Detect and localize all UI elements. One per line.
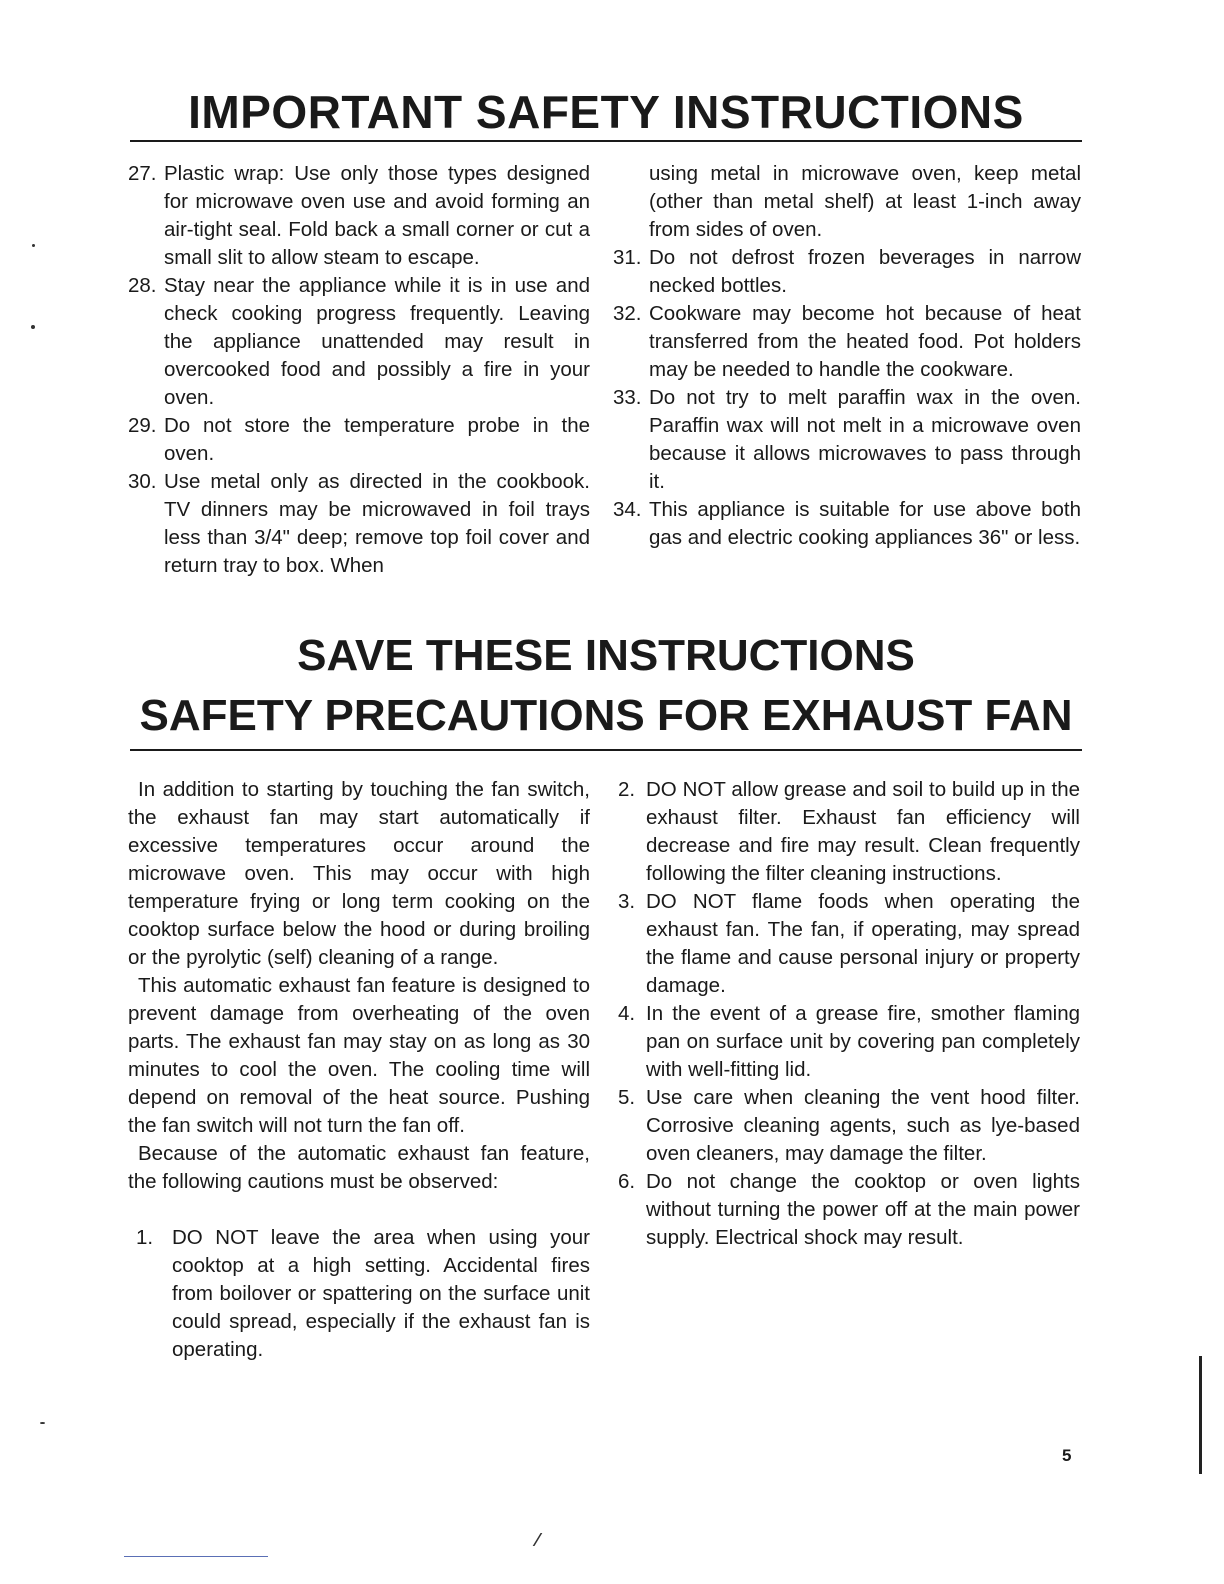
- item-text: Plastic wrap: Use only those types designed for microwave oven use and avoid forming an air-tight seal. Fold back a small corner or cut a small slit to allow steam to escape.: [164, 162, 590, 269]
- fan-paragraph: In addition to starting by touching the fan switch, the exhaust fan may start automatically if excessive temperatures occur around the microwave oven. This may occur with high temperature frying or long term cooking on the cooktop surface below the hood or during broiling or the pyrolytic (self) cleaning of a range.: [128, 778, 590, 969]
- exhaust-fan-heading: SAFETY PRECAUTIONS FOR EXHAUST FAN: [139, 691, 1073, 740]
- fan-paragraph: This automatic exhaust fan feature is designed to prevent damage from overheating of the oven parts. The exhaust fan may stay on as long as 30 minutes to cool the oven. The cooling time will depend on removal of the heat source. Pushing the fan switch will not turn the fan off.: [128, 974, 590, 1137]
- item-text: Do not change the cooktop or oven lights without turning the power off at the main power supply. Electrical shock may result.: [646, 1170, 1080, 1249]
- list-item: [128, 468, 590, 580]
- fan-paragraph: Because of the automatic exhaust fan feature, the following cautions must be observed:: [128, 1142, 590, 1193]
- list-item: [128, 272, 590, 412]
- page-number: 5: [1062, 1446, 1072, 1465]
- fan-rule: [130, 749, 1082, 751]
- list-item: [618, 1084, 1080, 1168]
- scan-speck: [32, 244, 35, 247]
- item-text: In the event of a grease fire, smother flaming pan on surface unit by covering pan completely with well-fitting lid.: [646, 1002, 1080, 1081]
- item-number: 31.: [613, 246, 642, 269]
- item-text: Do not store the temperature probe in the oven.: [164, 414, 590, 465]
- list-item: [613, 496, 1081, 552]
- list-item-continuation: [613, 160, 1081, 244]
- item-text: Do not try to melt paraffin wax in the oven. Paraffin wax will not melt in a microwave oven because it allows microwaves to pass through it.: [649, 386, 1081, 493]
- item-text: This appliance is suitable for use above both gas and electric cooking appliances 36" or less.: [649, 498, 1081, 549]
- list-item: [128, 160, 590, 272]
- item-number: 28.: [128, 274, 157, 297]
- item-text: DO NOT leave the area when using your cooktop at a high setting. Accidental fires from boilover or spattering on the surface unit could spread, especially if the exhaust fan is operating.: [172, 1226, 590, 1361]
- item-text: Use care when cleaning the vent hood filter. Corrosive cleaning agents, such as lye-based oven cleaners, may damage the filter.: [646, 1086, 1080, 1165]
- list-item: [618, 776, 1080, 888]
- item-text: DO NOT flame foods when operating the exhaust fan. The fan, if operating, may spread the flame and cause personal injury or property damage.: [646, 890, 1080, 997]
- safety-left-column: [128, 160, 590, 580]
- list-item: [128, 412, 590, 468]
- scan-scribble: ⁄: [536, 1530, 540, 1550]
- item-number: 3.: [618, 890, 636, 913]
- item-text: Use metal only as directed in the cookbook. TV dinners may be microwaved in foil trays less than 3/4" deep; remove top foil cover and return tray to box. When: [164, 470, 590, 577]
- fan-left-column: [128, 776, 590, 1364]
- item-number: 2.: [618, 778, 636, 801]
- item-text: DO NOT allow grease and soil to build up in the exhaust filter. Exhaust fan efficiency will decrease and fire may result. Clean frequently following the filter cleaning instructions.: [646, 778, 1080, 885]
- safety-right-column: [613, 160, 1081, 552]
- item-number: 32.: [613, 302, 642, 325]
- scan-speck: [31, 325, 35, 329]
- scan-edge-mark: [1199, 1356, 1202, 1474]
- item-number: 34.: [613, 498, 642, 521]
- title-rule: [130, 140, 1082, 142]
- item-text: Stay near the appliance while it is in use and check cooking progress frequently. Leaving the appliance unattended may result in overcooked food and possibly a fire in your oven.: [164, 274, 590, 409]
- item-number: 1.: [136, 1226, 154, 1249]
- list-item: [613, 300, 1081, 384]
- page-title: IMPORTANT SAFETY INSTRUCTIONS: [188, 86, 1024, 138]
- list-item: [618, 1168, 1080, 1252]
- item-number: 30.: [128, 470, 157, 493]
- item-number: 29.: [128, 414, 157, 437]
- list-item: [136, 1224, 590, 1364]
- fan-right-column: [618, 776, 1080, 1252]
- list-item: [613, 244, 1081, 300]
- list-item: [618, 1000, 1080, 1084]
- item-text: Do not defrost frozen beverages in narrow necked bottles.: [649, 246, 1081, 297]
- item-number: 6.: [618, 1170, 636, 1193]
- item-text: using metal in microwave oven, keep metal (other than metal shelf) at least 1-inch away from sides of oven.: [649, 162, 1081, 241]
- scan-line: [124, 1556, 268, 1557]
- save-instructions-heading: SAVE THESE INSTRUCTIONS: [297, 631, 915, 680]
- item-text: Cookware may become hot because of heat transferred from the heated food. Pot holders may be needed to handle the cookware.: [649, 302, 1081, 381]
- item-number: 27.: [128, 162, 157, 185]
- item-number: 33.: [613, 386, 642, 409]
- item-number: 4.: [618, 1002, 636, 1025]
- list-item: [618, 888, 1080, 1000]
- scan-speck: [40, 1422, 45, 1424]
- list-item: [613, 384, 1081, 496]
- item-number: 5.: [618, 1086, 636, 1109]
